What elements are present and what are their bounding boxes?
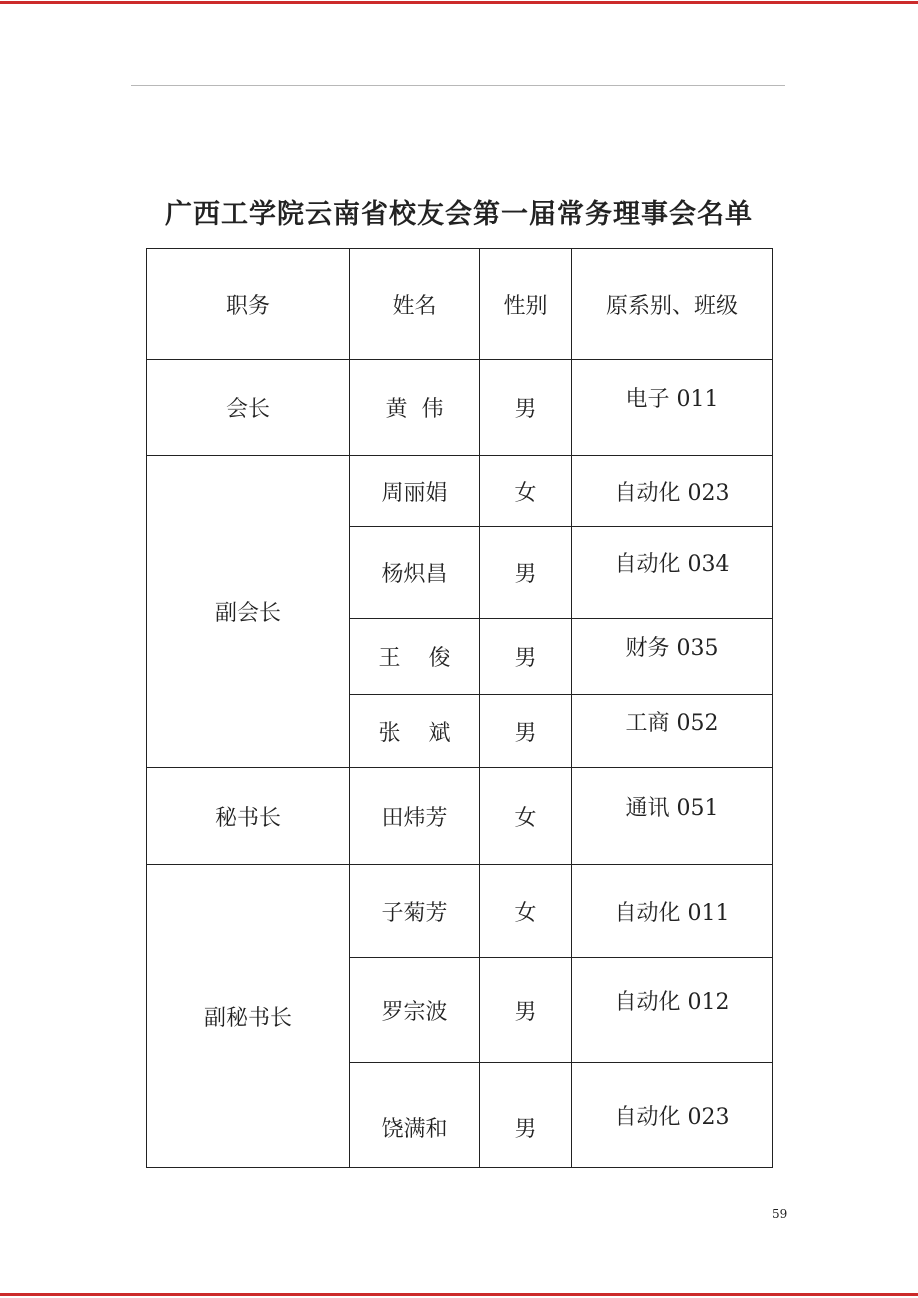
gender-cell: 男	[480, 958, 572, 1063]
name-cell: 子菊芳	[350, 865, 480, 958]
gender-cell: 男	[480, 695, 572, 768]
position-cell: 副秘书长	[147, 865, 350, 1168]
page-number: 59	[772, 1207, 788, 1221]
gender-cell: 女	[480, 456, 572, 527]
name-cell: 杨炽昌	[350, 527, 480, 619]
bottom-border-line	[0, 1293, 918, 1296]
gender-cell: 男	[480, 360, 572, 456]
name-cell: 田炜芳	[350, 768, 480, 865]
gender-cell: 男	[480, 619, 572, 695]
class-cell: 电子 011	[572, 360, 773, 456]
gender-cell: 女	[480, 865, 572, 958]
name-cell: 黄 伟	[350, 360, 480, 456]
header-divider	[131, 85, 785, 86]
class-cell: 自动化 023	[572, 456, 773, 527]
class-cell: 自动化 023	[572, 1063, 773, 1168]
name-cell: 张 斌	[350, 695, 480, 768]
position-cell: 会长	[147, 360, 350, 456]
name-cell: 罗宗波	[350, 958, 480, 1063]
table-row	[147, 456, 773, 527]
name-cell: 周丽娟	[350, 456, 480, 527]
gender-cell: 女	[480, 768, 572, 865]
council-roster-table	[146, 248, 773, 1168]
table-row	[147, 768, 773, 865]
position-cell: 秘书长	[147, 768, 350, 865]
top-border-line	[0, 1, 918, 4]
class-cell: 自动化 034	[572, 527, 773, 619]
header-position: 职务	[147, 249, 350, 360]
document-title: 广西工学院云南省校友会第一届常务理事会名单	[165, 199, 753, 230]
position-cell: 副会长	[147, 456, 350, 768]
gender-cell: 男	[480, 527, 572, 619]
name-cell: 王 俊	[350, 619, 480, 695]
name-cell: 饶满和	[350, 1063, 480, 1168]
header-name: 姓名	[350, 249, 480, 360]
class-cell: 自动化 012	[572, 958, 773, 1063]
header-class: 原系别、班级	[572, 249, 773, 360]
class-cell: 通讯 051	[572, 768, 773, 865]
header-gender: 性别	[480, 249, 572, 360]
class-cell: 工商 052	[572, 695, 773, 768]
class-cell: 自动化 011	[572, 865, 773, 958]
table-row	[147, 360, 773, 456]
table-row	[147, 865, 773, 958]
gender-cell: 男	[480, 1063, 572, 1168]
class-cell: 财务 035	[572, 619, 773, 695]
table-header-row	[147, 249, 773, 360]
